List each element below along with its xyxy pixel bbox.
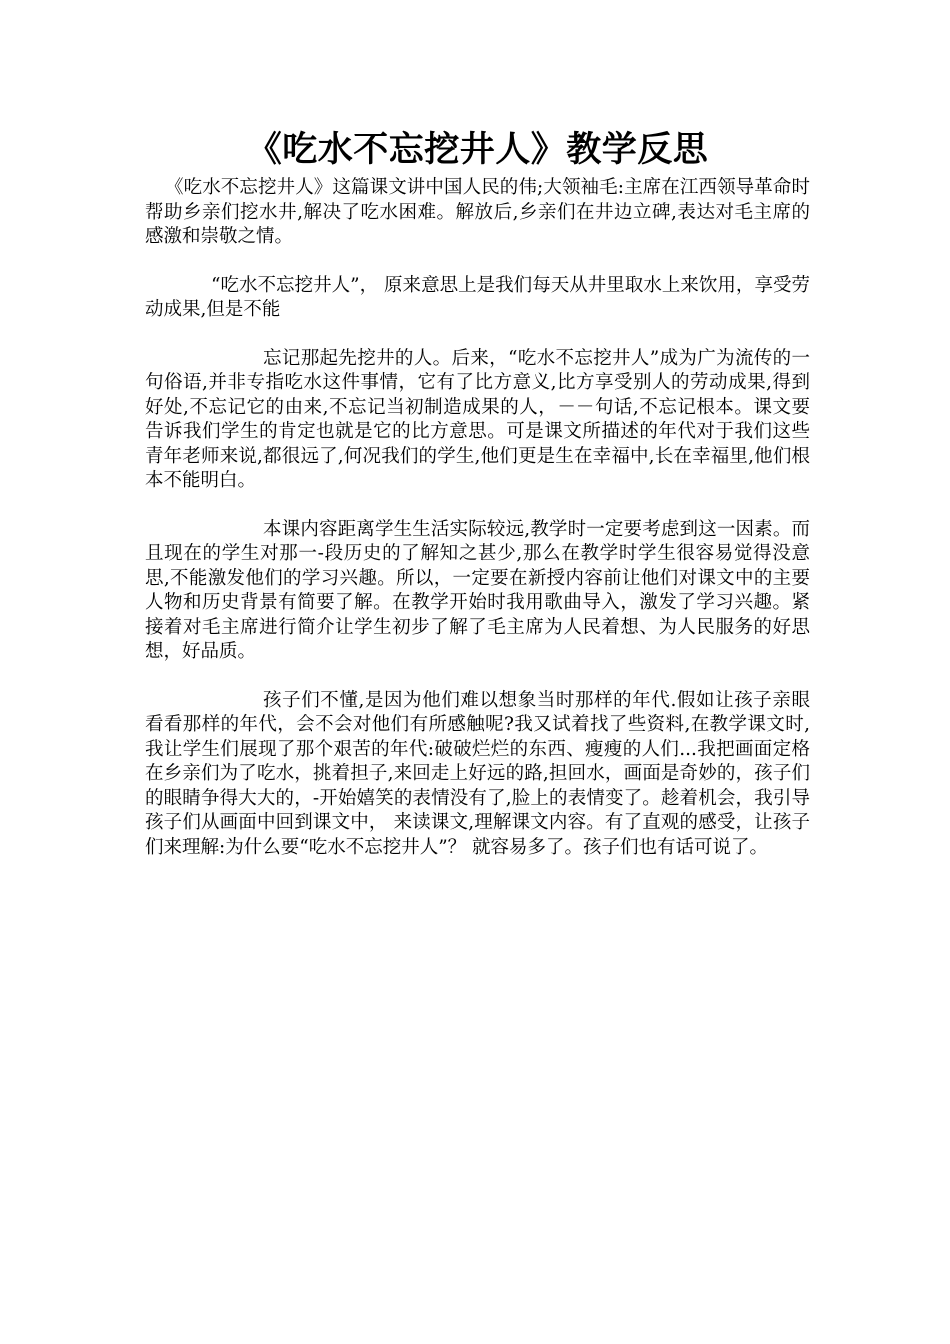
paragraph-4: 本课内容距离学生生活实际较远,教学时一定要考虑到这一因素。而且现在的学生对那一-段历史的了解知之甚少,那么在教学时学生很容易觉得没意思,不能激发他们的学习兴趣。所以，一定要在新授内容前让他们对课文中的主要人物和历史背景有简要了解。在教学开始时我用歌曲导入，激发了学习兴趣。紧接着对毛主席进行简介让学生初步了解了毛主席为人民着想、为人民服务的好思想，好品质。: [145, 518, 810, 662]
paragraph-2: “吃水不忘挖井人”， 原来意思上是我们每天从井里取水上来饮用，享受劳动成果,但是不能: [145, 274, 810, 320]
paragraph-1: 《吃水不忘挖井人》这篇课文讲中国人民的伟;大领袖毛:主席在江西领导革命时帮助乡亲们挖水井,解决了吃水困难。解放后,乡亲们在井边立碑,表达对毛主席的感激和崇敬之情。: [145, 177, 810, 247]
paragraph-3: 忘记那起先挖井的人。后来，“吃水不忘挖井人”成为广为流传的一句俗语,并非专指吃水这件事情，它有了比方意义,比方享受别人的劳动成果,得到好处,不忘记它的由来,不忘记当初制造成果的人，－－句话,不忘记根本。课文要告诉我们学生的肯定也就是它的比方意思。可是课文所描述的年代对于我们这些青年老师来说,都很远了,何况我们的学生,他们更是生在幸福中,长在幸福里,他们根本不能明白。: [145, 347, 810, 491]
document-body: [145, 126, 810, 860]
paragraph-5: 孩子们不懂,是因为他们难以想象当时那样的年代.假如让孩子亲眼看看那样的年代，会不会对他们有所感触呢?我又试着找了些资料,在教学课文时,我让学生们展现了那个艰苦的年代:破破烂烂的东西、瘦瘦的人们...我把画面定格在乡亲们为了吃水，挑着担子,来回走上好远的路,担回水，画面是奇妙的，孩子们的眼睛争得大大的，-开始嬉笑的表情没有了,脸上的表情变了。趁着机会，我引导孩子们从画面中回到课文中， 来读课文,理解课文内容。有了直观的感受，让孩子们来理解:为什么要“吃水不忘挖井人”？ 就容易多了。孩子们也有话可说了。: [145, 689, 810, 858]
document-title: 《吃水不忘挖井人》教学反思: [246, 129, 709, 170]
